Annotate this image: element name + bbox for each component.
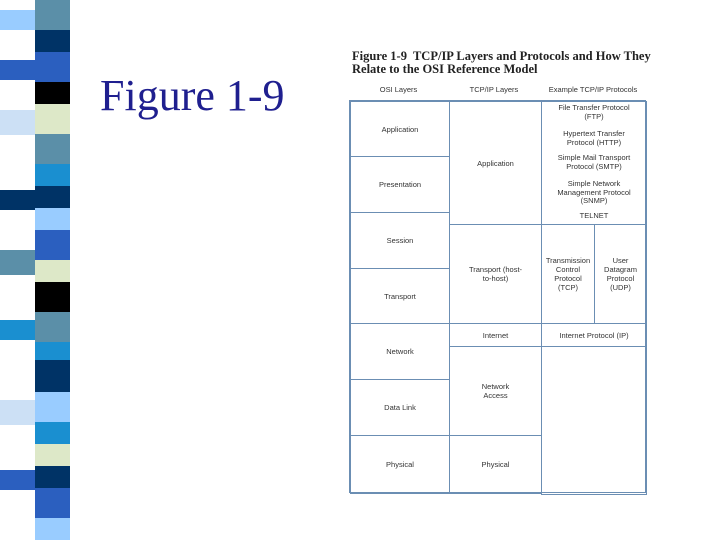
tcpip-layer-cell: Physical <box>449 435 542 494</box>
stripe-block <box>35 422 70 444</box>
stripe-block <box>35 30 70 52</box>
osi-layer-cell: Presentation <box>350 156 450 213</box>
stripe-block <box>35 186 70 208</box>
figure-title-line1: TCP/IP Layers and Protocols and How They <box>412 49 651 63</box>
tcpip-layer-cell: Network Access <box>449 346 542 436</box>
protocol-tcp: Transmission Control Protocol (TCP) <box>541 224 595 324</box>
protocol-http: Hypertext Transfer Protocol (HTTP) <box>563 129 625 147</box>
stripe-block <box>0 10 35 30</box>
tcpip-osi-diagram <box>349 85 646 493</box>
stripe-block <box>0 60 35 80</box>
osi-layer-cell: Network <box>350 323 450 380</box>
protocol-ftp: File Transfer Protocol (FTP) <box>558 103 630 121</box>
osi-layer-cell: Data Link <box>350 379 450 436</box>
stripe-block <box>35 230 70 260</box>
stripe-block <box>35 488 70 518</box>
column-header-osi: OSI Layers <box>379 85 418 94</box>
column-header-protocols: Example TCP/IP Protocols <box>548 85 638 94</box>
tcpip-layer-cell: Internet <box>449 323 542 347</box>
osi-layer-cell: Physical <box>350 435 450 494</box>
slide-title: Figure 1-9 <box>100 71 285 120</box>
layer-grid <box>349 100 646 493</box>
figure-number: Figure 1-9 <box>352 49 407 63</box>
stripe-block <box>35 444 70 466</box>
stripe-block <box>35 312 70 342</box>
protocol-snmp: Simple Network Management Protocol (SNMP) <box>557 179 631 205</box>
stripe-block <box>35 466 70 488</box>
stripe-block <box>35 518 70 540</box>
stripe-block <box>35 0 70 30</box>
figure-title-line2: Relate to the OSI Reference Model <box>352 62 538 76</box>
decorative-stripe <box>0 0 70 540</box>
figure-caption <box>352 50 672 76</box>
protocol-telnet: TELNET <box>579 211 609 220</box>
stripe-block <box>35 104 70 134</box>
stripe-block <box>35 208 70 230</box>
stripe-block <box>35 260 70 282</box>
stripe-block <box>35 82 70 104</box>
stripe-block <box>0 400 35 425</box>
stripe-block <box>0 250 35 275</box>
stripe-block <box>0 190 35 210</box>
stripe-block <box>0 110 35 135</box>
osi-layer-cell: Application <box>350 101 450 157</box>
protocol-ip: Internet Protocol (IP) <box>541 323 647 347</box>
stripe-block <box>35 164 70 186</box>
tcpip-layer-cell: Transport (host-to-host) <box>449 224 542 324</box>
empty-protocol-cell <box>541 346 647 495</box>
stripe-block <box>35 392 70 422</box>
stripe-block <box>0 320 35 340</box>
tcpip-layer-cell: Application <box>449 101 542 225</box>
osi-layer-cell: Session <box>350 212 450 269</box>
stripe-block <box>35 360 70 392</box>
stripe-block <box>35 134 70 164</box>
stripe-block <box>35 342 70 360</box>
stripe-block <box>0 470 35 490</box>
protocol-udp: User Datagram Protocol (UDP) <box>594 224 647 324</box>
osi-layer-cell: Transport <box>350 268 450 324</box>
protocol-smtp: Simple Mail Transport Protocol (SMTP) <box>557 153 631 171</box>
stripe-block <box>35 52 70 82</box>
column-header-tcpip: TCP/IP Layers <box>469 85 519 94</box>
stripe-block <box>35 282 70 312</box>
